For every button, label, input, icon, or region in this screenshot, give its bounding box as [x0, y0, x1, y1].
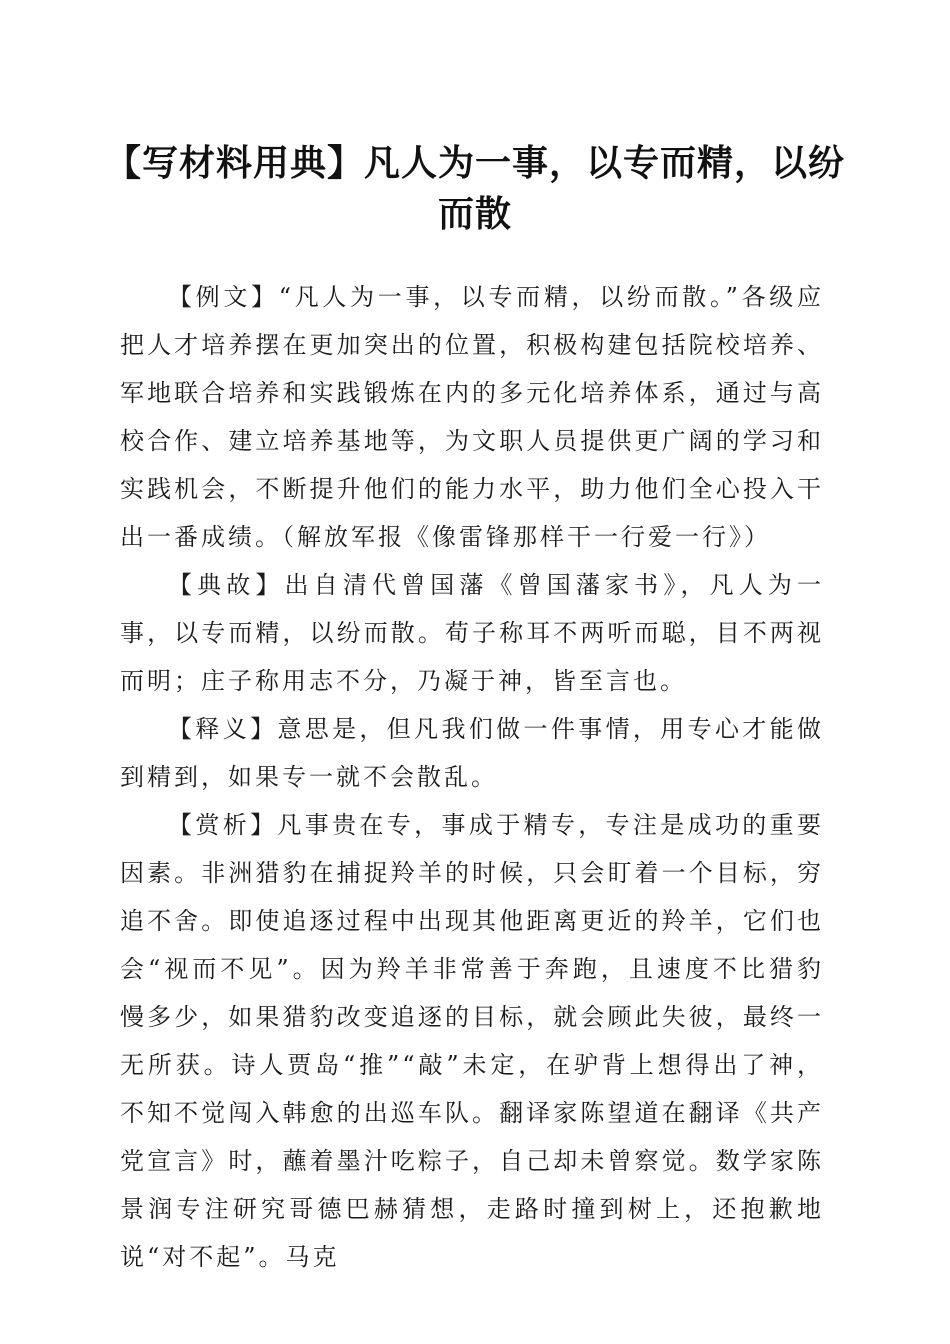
paragraph-appreciation: 【赏析】凡事贵在专，事成于精专，专注是成功的重要因素。非洲猎豹在捕捉羚羊的时候，只会盯着一个目标，穷追不舍。即使追逐过程中出现其他距离更近的羚羊，它们也会“视而不见”。因为羚羊非常善于奔跑，且速度不比猎豹慢多少，如果猎豹改变追逐的目标，就会顾此失彼，最终一无所获。诗人贾岛“推”“敲”未定，在驴背上想得出了神，不知不觉闯入韩愈的出巡车队。翻译家陈望道在翻译《共产党宣言》时，蘸着墨汁吃粽子，自己却未曾察觉。数学家陈景润专注研究哥德巴赫猜想，走路时撞到树上，还抱歉地说“对不起”。马克	[120, 811, 824, 1271]
paragraph-meaning: 【释义】意思是，但凡我们做一件事情，用专心才能做到精到，如果专一就不会散乱。	[120, 715, 824, 791]
document-body	[120, 273, 824, 1281]
paragraph-example: 【例文】“凡人为一事，以专而精，以纷而散。”各级应把人才培养摆在更加突出的位置，积极构建包括院校培养、军地联合培养和实践锻炼在内的多元化培养体系，通过与高校合作、建立培养基地等，为文职人员提供更广阔的学习和实践机会，不断提升他们的能力水平，助力他们全心投入干出一番成绩。（解放军报《像雷锋那样干一行爱一行》）	[120, 283, 824, 551]
paragraph-allusion: 【典故】出自清代曾国藩《曾国藩家书》，凡人为一事，以专而精，以纷而散。荀子称耳不两听而聪，目不两视而明；庄子称用志不分，乃凝于神，皆至言也。	[120, 571, 824, 695]
document-title: 【写材料用典】凡人为一事，以专而精，以纷而散	[104, 142, 845, 235]
